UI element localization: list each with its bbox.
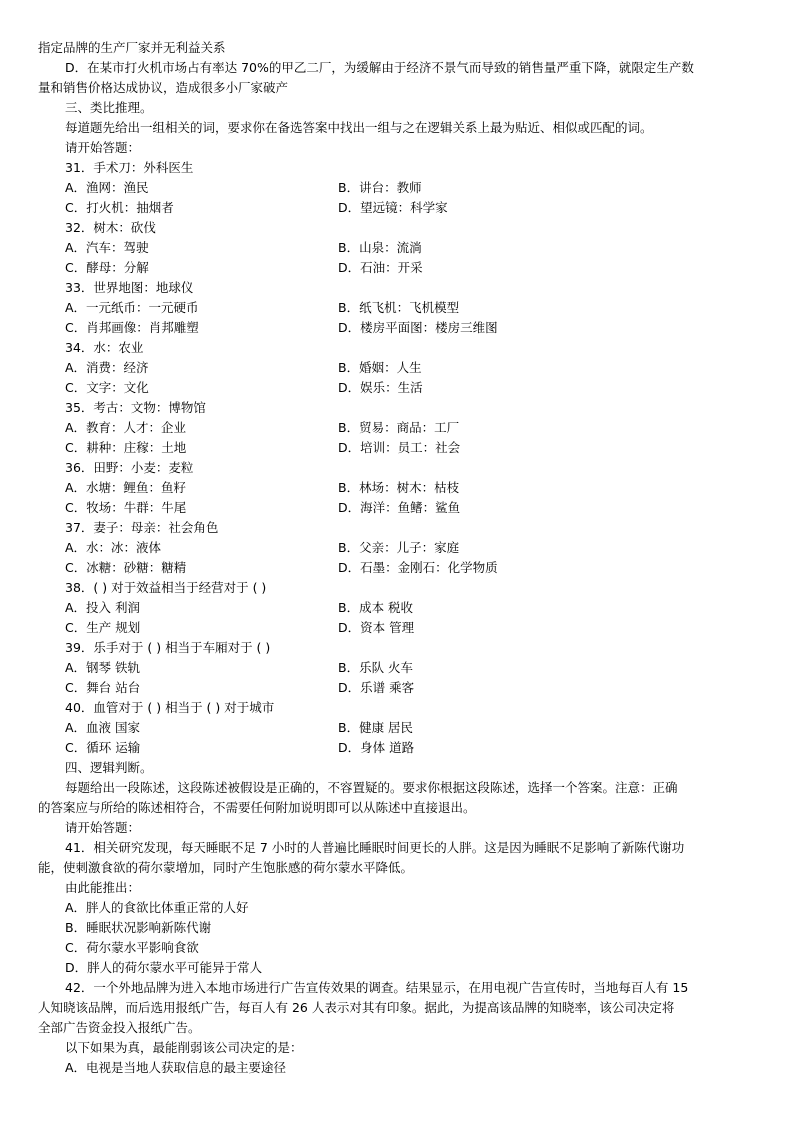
option-right: D．乐谱 乘客 bbox=[338, 680, 415, 695]
line-text: 人知晓该品牌，而后选用报纸广告，每百人有 26 人表示对其有印象。据此，为提高该品牌的知晓率，该公司决定将 bbox=[38, 1000, 675, 1015]
line-text: 三、类比推理。 bbox=[65, 100, 153, 115]
line-text: 的答案应与所给的陈述相符合，不需要任何附加说明即可以从陈述中直接退出。 bbox=[38, 800, 476, 815]
option-right: D．娱乐：生活 bbox=[338, 380, 423, 395]
text-line bbox=[0, 618, 794, 638]
option-left: A．教育：人才：企业 bbox=[65, 420, 187, 435]
text-line bbox=[0, 638, 794, 658]
option-left: A．渔网：渔民 bbox=[65, 180, 149, 195]
line-text: 42．一个外地品牌为进入本地市场进行广告宣传效果的调查。结果显示，在用电视广告宣传时，当地每百人有 15 bbox=[65, 980, 689, 995]
option-right: D．资本 管理 bbox=[338, 620, 415, 635]
line-text: 全部广告资金投入报纸广告。 bbox=[38, 1020, 201, 1035]
option-left: A．钢琴 铁轨 bbox=[65, 660, 141, 675]
option-left: C．耕种：庄稼：土地 bbox=[65, 440, 187, 455]
text-line bbox=[0, 758, 794, 778]
option-right: D．石墨：金刚石：化学物质 bbox=[338, 560, 498, 575]
text-line bbox=[0, 338, 794, 358]
text-line bbox=[0, 298, 794, 318]
line-text: 量和销售价格达成协议，造成很多小厂家破产 bbox=[38, 80, 289, 95]
line-text: 31．手术刀：外科医生 bbox=[65, 160, 194, 175]
option-right: D．海洋：鱼鳍：鲨鱼 bbox=[338, 500, 461, 515]
option-right: D．身体 道路 bbox=[338, 740, 415, 755]
option-left: A．投入 利润 bbox=[65, 600, 141, 615]
text-line bbox=[0, 798, 794, 818]
text-line bbox=[0, 118, 794, 138]
option-left: C．舞台 站台 bbox=[65, 680, 141, 695]
text-line bbox=[0, 1018, 794, 1038]
line-text: 32．树木：砍伐 bbox=[65, 220, 156, 235]
text-line bbox=[0, 1058, 794, 1078]
line-text: A．胖人的食欲比体重正常的人好 bbox=[65, 900, 249, 915]
text-line bbox=[0, 138, 794, 158]
option-left: C．文字：文化 bbox=[65, 380, 149, 395]
text-line bbox=[0, 398, 794, 418]
text-line bbox=[0, 918, 794, 938]
text-line bbox=[0, 58, 794, 78]
text-line bbox=[0, 238, 794, 258]
text-line bbox=[0, 418, 794, 438]
line-text: 41．相关研究发现，每天睡眠不足 7 小时的人普遍比睡眠时间更长的人胖。这是因为睡眠不足影响了新陈代谢功 bbox=[65, 840, 685, 855]
option-right: B．乐队 火车 bbox=[338, 660, 414, 675]
text-line bbox=[0, 38, 794, 58]
option-right: D．石油：开采 bbox=[338, 260, 423, 275]
line-text: 请开始答题： bbox=[65, 820, 141, 835]
line-text: 四、逻辑判断。 bbox=[65, 760, 153, 775]
text-line bbox=[0, 1038, 794, 1058]
option-left: A．消费：经济 bbox=[65, 360, 149, 375]
option-left: A．水塘：鲤鱼：鱼籽 bbox=[65, 480, 187, 495]
option-right: B．纸飞机：飞机模型 bbox=[338, 300, 460, 315]
line-text: 由此能推出： bbox=[65, 880, 141, 895]
text-line bbox=[0, 558, 794, 578]
option-right: B．讲台：教师 bbox=[338, 180, 422, 195]
text-line bbox=[0, 78, 794, 98]
option-left: C．冰糖：砂糖：糖精 bbox=[65, 560, 187, 575]
line-text: 38．( ) 对于效益相当于经营对于 ( ) bbox=[65, 580, 267, 595]
text-line bbox=[0, 278, 794, 298]
option-right: B．成本 税收 bbox=[338, 600, 414, 615]
option-right: B．父亲：儿子：家庭 bbox=[338, 540, 460, 555]
line-text: B．睡眠状况影响新陈代谢 bbox=[65, 920, 212, 935]
text-line bbox=[0, 98, 794, 118]
text-line bbox=[0, 458, 794, 478]
text-line bbox=[0, 158, 794, 178]
text-line bbox=[0, 538, 794, 558]
option-left: C．牧场：牛群：牛尾 bbox=[65, 500, 187, 515]
option-right: B．贸易：商品：工厂 bbox=[338, 420, 460, 435]
text-line bbox=[0, 318, 794, 338]
text-line bbox=[0, 438, 794, 458]
option-right: D．培训：员工：社会 bbox=[338, 440, 461, 455]
text-line bbox=[0, 598, 794, 618]
text-line bbox=[0, 198, 794, 218]
option-left: C．打火机：抽烟者 bbox=[65, 200, 174, 215]
text-line bbox=[0, 478, 794, 498]
text-line bbox=[0, 698, 794, 718]
text-line bbox=[0, 578, 794, 598]
text-line bbox=[0, 258, 794, 278]
line-text: 35．考古：文物：博物馆 bbox=[65, 400, 206, 415]
text-line bbox=[0, 958, 794, 978]
line-text: 40．血管对于 ( ) 相当于 ( ) 对于城市 bbox=[65, 700, 275, 715]
line-text: 以下如果为真，最能削弱该公司决定的是： bbox=[65, 1040, 303, 1055]
text-line bbox=[0, 998, 794, 1018]
line-text: 指定品牌的生产厂家并无利益关系 bbox=[38, 40, 226, 55]
option-right: B．山泉：流淌 bbox=[338, 240, 422, 255]
text-line bbox=[0, 498, 794, 518]
option-left: A．一元纸币：一元硬币 bbox=[65, 300, 199, 315]
option-left: C．酵母：分解 bbox=[65, 260, 149, 275]
text-line bbox=[0, 858, 794, 878]
option-right: B．健康 居民 bbox=[338, 720, 414, 735]
text-line bbox=[0, 718, 794, 738]
line-text: C．荷尔蒙水平影响食欲 bbox=[65, 940, 199, 955]
option-right: D．楼房平面图：楼房三维图 bbox=[338, 320, 498, 335]
text-line bbox=[0, 778, 794, 798]
text-line bbox=[0, 658, 794, 678]
text-line bbox=[0, 738, 794, 758]
option-left: A．血液 国家 bbox=[65, 720, 141, 735]
option-left: C．生产 规划 bbox=[65, 620, 141, 635]
line-text: 39．乐手对于 ( ) 相当于车厢对于 ( ) bbox=[65, 640, 271, 655]
option-left: A．水：冰：液体 bbox=[65, 540, 162, 555]
line-text: 36．田野：小麦：麦粒 bbox=[65, 460, 194, 475]
text-line bbox=[0, 178, 794, 198]
option-right: B．林场：树木：枯枝 bbox=[338, 480, 460, 495]
text-line bbox=[0, 678, 794, 698]
text-line bbox=[0, 358, 794, 378]
option-left: C．循环 运输 bbox=[65, 740, 141, 755]
text-line bbox=[0, 978, 794, 998]
text-line bbox=[0, 378, 794, 398]
line-text: 每道题先给出一组相关的词，要求你在备选答案中找出一组与之在逻辑关系上最为贴近、相似或匹配的词。 bbox=[65, 120, 653, 135]
line-text: 33．世界地图：地球仪 bbox=[65, 280, 194, 295]
line-text: 能，使刺激食欲的荷尔蒙增加，同时产生饱胀感的荷尔蒙水平降低。 bbox=[38, 860, 414, 875]
line-text: 34．水：农业 bbox=[65, 340, 144, 355]
text-line bbox=[0, 818, 794, 838]
text-line bbox=[0, 898, 794, 918]
line-text: 37．妻子：母亲：社会角色 bbox=[65, 520, 219, 535]
text-line bbox=[0, 518, 794, 538]
text-line bbox=[0, 218, 794, 238]
option-right: D．望远镜：科学家 bbox=[338, 200, 448, 215]
text-line bbox=[0, 838, 794, 858]
line-text: 请开始答题： bbox=[65, 140, 141, 155]
option-left: A．汽车：驾驶 bbox=[65, 240, 149, 255]
line-text: D．在某市打火机市场占有率达 70%的甲乙二厂，为缓解由于经济不景气而导致的销售量严重下降，就限定生产数 bbox=[65, 60, 694, 75]
text-line bbox=[0, 938, 794, 958]
line-text: 每题给出一段陈述，这段陈述被假设是正确的，不容置疑的。要求你根据这段陈述，选择一个答案。注意：正确 bbox=[65, 780, 678, 795]
option-left: C．肖邦画像：肖邦雕塑 bbox=[65, 320, 199, 335]
line-text: A．电视是当地人获取信息的最主要途径 bbox=[65, 1060, 287, 1075]
option-right: B．婚姻：人生 bbox=[338, 360, 422, 375]
text-line bbox=[0, 878, 794, 898]
line-text: D．胖人的荷尔蒙水平可能异于常人 bbox=[65, 960, 263, 975]
